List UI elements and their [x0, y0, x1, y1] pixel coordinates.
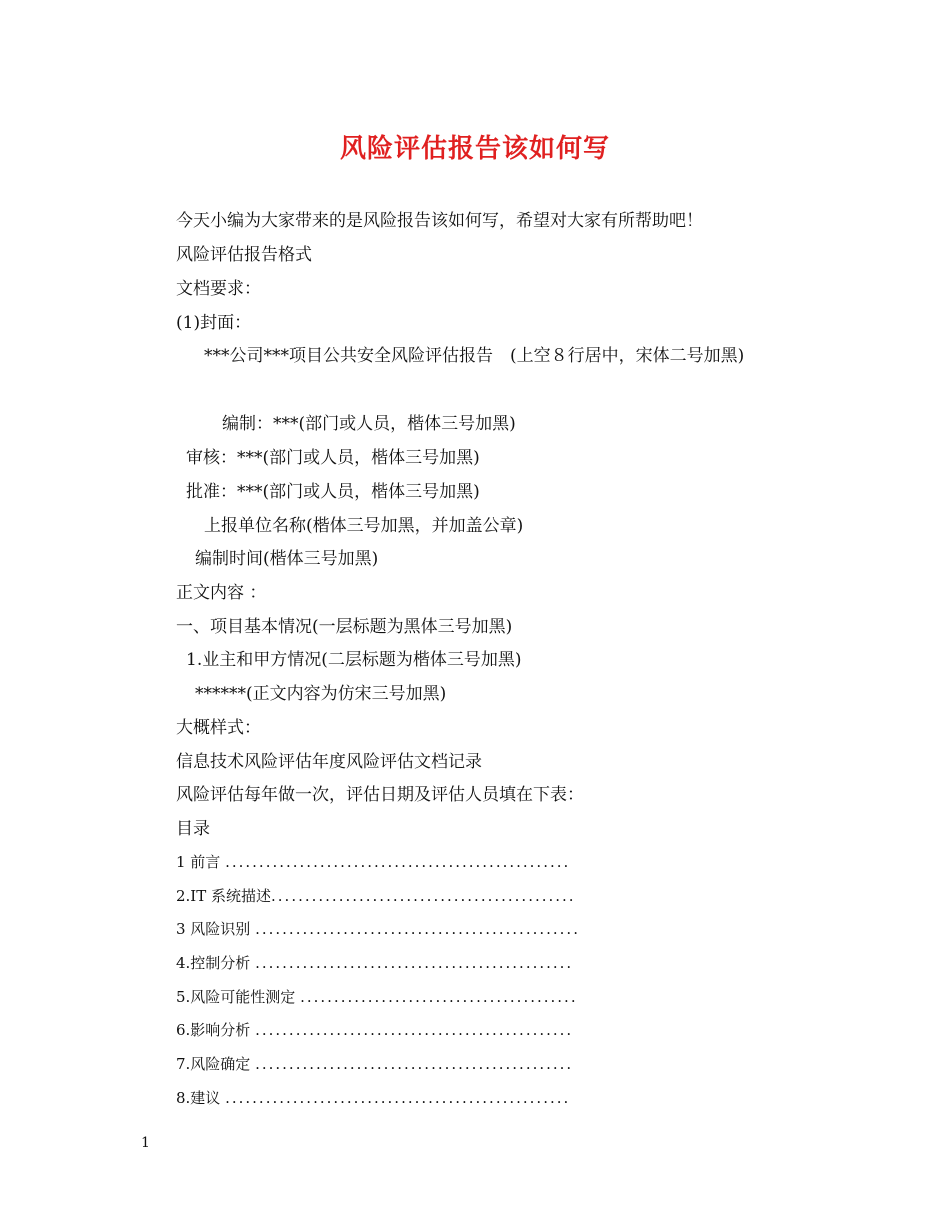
- toc-item-leader: .............................................: [271, 887, 576, 905]
- toc-item-label: 4.控制分析: [176, 954, 251, 972]
- intro-line: 今天小编为大家带来的是风险报告该如何写，希望对大家有所帮助吧！: [176, 211, 703, 231]
- section-one-heading: 一、项目基本情况(一层标题为黑体三号加黑): [176, 617, 513, 637]
- record-title-line: 信息技术风险评估年度风险评估文档记录: [176, 752, 482, 772]
- cover-title-line: ***公司***项目公共安全风险评估报告 (上空８行居中，宋体二号加黑): [204, 346, 745, 366]
- toc-item: [176, 918, 580, 940]
- toc-item-leader: ...............................................: [255, 1021, 574, 1039]
- reporting-unit-line: 上报单位名称(楷体三号加黑，并加盖公章): [204, 516, 524, 536]
- format-heading: 风险评估报告格式: [176, 245, 312, 265]
- sample-style-heading: 大概样式：: [176, 718, 261, 738]
- annual-assessment-line: 风险评估每年做一次，评估日期及评估人员填在下表：: [176, 785, 584, 805]
- toc-heading: 目录: [176, 819, 210, 839]
- toc-item-label: 3 风险识别: [176, 920, 251, 938]
- page-number: 1: [141, 1135, 150, 1151]
- toc-item-leader: ................................................: [255, 920, 580, 938]
- body-text-note: ******(正文内容为仿宋三号加黑): [195, 684, 447, 704]
- requirements-heading: 文档要求：: [176, 279, 261, 299]
- toc-item-leader: .........................................: [300, 988, 578, 1006]
- toc-item-label: 7.风险确定: [176, 1055, 251, 1073]
- toc-item: [176, 986, 578, 1008]
- toc-item-leader: ...................................................: [225, 853, 571, 871]
- toc-item-leader: ...................................................: [225, 1089, 571, 1107]
- toc-item-leader: ...............................................: [255, 1055, 574, 1073]
- toc-item-leader: ...............................................: [255, 954, 574, 972]
- toc-item-label: 1 前言: [176, 853, 221, 871]
- toc-item: [176, 1087, 570, 1109]
- toc-item: [176, 952, 573, 974]
- compile-time-line: 编制时间(楷体三号加黑): [195, 549, 379, 569]
- reviewed-by-line: 审核：***(部门或人员，楷体三号加黑): [186, 448, 480, 468]
- toc-item-label: 2.IT 系统描述: [176, 887, 272, 905]
- toc-item-label: 8.建议: [176, 1089, 221, 1107]
- toc-item: [176, 885, 576, 907]
- cover-heading: (1)封面：: [176, 313, 252, 333]
- toc-item: [176, 1053, 573, 1075]
- approved-by-line: 批准：***(部门或人员，楷体三号加黑): [186, 482, 480, 502]
- body-content-heading: 正文内容 ：: [176, 583, 267, 603]
- toc-item-label: 6.影响分析: [176, 1021, 251, 1039]
- subsection-heading: 1.业主和甲方情况(二层标题为楷体三号加黑): [186, 650, 522, 670]
- toc-item-label: 5.风险可能性测定: [176, 988, 296, 1006]
- compiled-by-line: 编制：***(部门或人员，楷体三号加黑): [222, 414, 516, 434]
- document-title: 风险评估报告该如何写: [339, 134, 610, 164]
- toc-item: [176, 1019, 573, 1041]
- toc-item: [176, 851, 570, 873]
